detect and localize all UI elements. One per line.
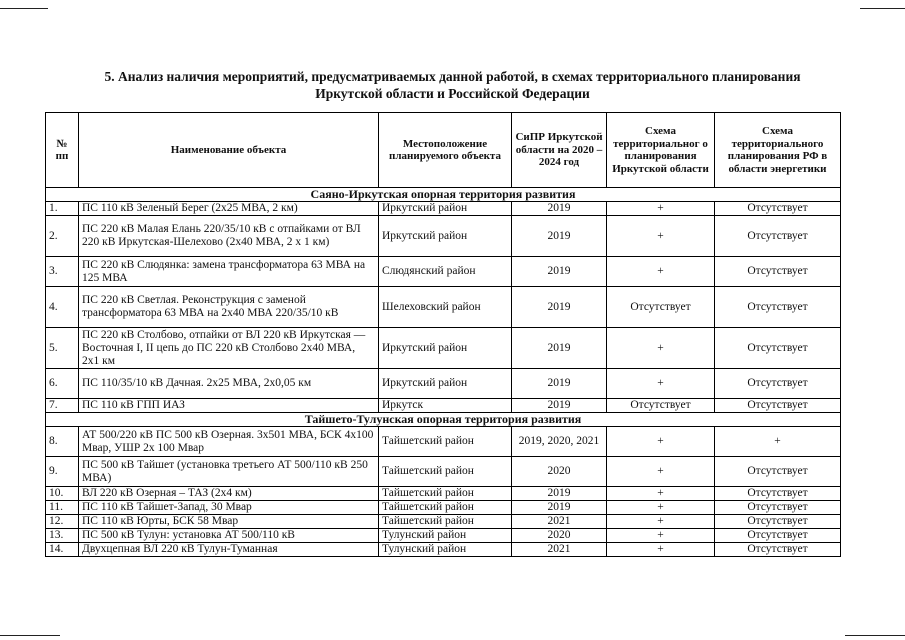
cell-scheme-rf: + [715,427,841,457]
cell-location: Иркутский район [379,369,512,399]
cell-location: Тулунский район [379,543,512,557]
table-row [46,257,841,287]
cell-sipr: 2020 [512,457,607,487]
cell-scheme-region: + [607,216,715,257]
cell-sipr: 2019, 2020, 2021 [512,427,607,457]
cell-scheme-rf: Отсутствует [715,529,841,543]
cell-name: ПС 500 кВ Тайшет (установка третьего АТ 500/110 кВ 250 МВА) [79,457,379,487]
cell-num: 6. [46,369,79,399]
cell-scheme-rf: Отсутствует [715,487,841,501]
cell-scheme-region: + [607,543,715,557]
cell-scheme-region: + [607,257,715,287]
cell-scheme-rf: Отсутствует [715,515,841,529]
cell-sipr: 2021 [512,543,607,557]
table-row [46,529,841,543]
cell-name: ПС 110 кВ Юрты, БСК 58 Мвар [79,515,379,529]
table-row [46,369,841,399]
cell-name: ПС 110 кВ Зеленый Берег (2х25 МВА, 2 км) [79,202,379,216]
table-row [46,202,841,216]
table-row [46,287,841,328]
cell-name: ВЛ 220 кВ Озерная – ТАЗ (2х4 км) [79,487,379,501]
cell-name: ПС 110/35/10 кВ Дачная. 2х25 МВА, 2х0,05 км [79,369,379,399]
table-row [46,543,841,557]
cell-scheme-rf: Отсутствует [715,202,841,216]
section-row [46,413,841,427]
cell-location: Тайшетский район [379,487,512,501]
cell-name: ПС 500 кВ Тулун: установка АТ 500/110 кВ [79,529,379,543]
cell-scheme-rf: Отсутствует [715,328,841,369]
cell-scheme-rf: Отсутствует [715,369,841,399]
scan-edge-line [0,635,60,636]
header-name: Наименование объекта [79,113,379,188]
table-row [46,501,841,515]
cell-num: 10. [46,487,79,501]
scan-edge-line [860,8,905,9]
cell-name: Двухцепная ВЛ 220 кВ Тулун-Туманная [79,543,379,557]
cell-name: ПС 220 кВ Слюдянка: замена трансформатора 63 МВА на 125 МВА [79,257,379,287]
cell-location: Иркутский район [379,328,512,369]
cell-sipr: 2019 [512,369,607,399]
cell-scheme-rf: Отсутствует [715,457,841,487]
cell-scheme-region: + [607,487,715,501]
cell-sipr: 2019 [512,287,607,328]
cell-location: Тулунский район [379,529,512,543]
cell-sipr: 2019 [512,328,607,369]
cell-sipr: 2019 [512,501,607,515]
cell-location: Тайшетский район [379,515,512,529]
table-row [46,427,841,457]
cell-sipr: 2019 [512,487,607,501]
header-location: Местоположение планируемого объекта [379,113,512,188]
document-title-line: Иркутской области и Российской Федерации [315,86,590,101]
table-row [46,328,841,369]
cell-num: 2. [46,216,79,257]
cell-scheme-region: Отсутствует [607,287,715,328]
cell-name: ПС 110 кВ ГПП ИАЗ [79,399,379,413]
cell-sipr: 2021 [512,515,607,529]
table-row [46,216,841,257]
cell-scheme-region: + [607,369,715,399]
scan-edge-line [845,635,905,636]
cell-scheme-region: + [607,529,715,543]
planning-table [45,112,841,557]
header-num: № пп [46,113,79,188]
cell-sipr: 2019 [512,216,607,257]
cell-scheme-rf: Отсутствует [715,399,841,413]
cell-scheme-region: + [607,501,715,515]
cell-location: Тайшетский район [379,427,512,457]
table-header-row [46,113,841,188]
table-body [46,188,841,557]
section-title: Тайшето-Тулунская опорная территория развития [46,413,841,427]
cell-sipr: 2020 [512,529,607,543]
cell-scheme-rf: Отсутствует [715,543,841,557]
cell-scheme-rf: Отсутствует [715,216,841,257]
cell-name: ПС 220 кВ Малая Елань 220/35/10 кВ с отпайками от ВЛ 220 кВ Иркутская-Шелехово (2х40 МВА, 2 х 1 км) [79,216,379,257]
cell-scheme-region: + [607,328,715,369]
cell-num: 13. [46,529,79,543]
cell-scheme-region: Отсутствует [607,399,715,413]
cell-scheme-rf: Отсутствует [715,257,841,287]
header-scheme-region: Схема территориальног о планирования Иркутской области [607,113,715,188]
cell-num: 11. [46,501,79,515]
table-row [46,457,841,487]
section-row [46,188,841,202]
cell-scheme-region: + [607,427,715,457]
cell-sipr: 2019 [512,257,607,287]
document-title [40,68,865,102]
table-row [46,515,841,529]
table-row [46,399,841,413]
cell-sipr: 2019 [512,399,607,413]
cell-scheme-region: + [607,457,715,487]
cell-num: 3. [46,257,79,287]
cell-location: Иркутск [379,399,512,413]
cell-num: 14. [46,543,79,557]
cell-location: Шелеховский район [379,287,512,328]
cell-num: 4. [46,287,79,328]
cell-num: 1. [46,202,79,216]
cell-scheme-region: + [607,515,715,529]
cell-num: 9. [46,457,79,487]
cell-name: ПС 110 кВ Тайшет-Запад, 30 Мвар [79,501,379,515]
cell-location: Тайшетский район [379,457,512,487]
cell-name: АТ 500/220 кВ ПС 500 кВ Озерная. 3х501 МВА, БСК 4х100 Мвар, УШР 2х 100 Мвар [79,427,379,457]
scan-edge-line [0,8,48,9]
cell-name: ПС 220 кВ Светлая. Реконструкция с заменой трансформатора 63 МВА на 2х40 МВА 220/35/10 кВ [79,287,379,328]
cell-location: Слюдянский район [379,257,512,287]
header-scheme-rf: Схема территориального планирования РФ в области энергетики [715,113,841,188]
cell-location: Иркутский район [379,202,512,216]
cell-location: Тайшетский район [379,501,512,515]
section-title: Саяно-Иркутская опорная территория развития [46,188,841,202]
cell-num: 5. [46,328,79,369]
cell-scheme-region: + [607,202,715,216]
cell-scheme-rf: Отсутствует [715,501,841,515]
header-sipr: СиПР Иркутской области на 2020 – 2024 год [512,113,607,188]
cell-num: 12. [46,515,79,529]
table-row [46,487,841,501]
document-title-line: 5. Анализ наличия мероприятий, предусматриваемых данной работой, в схемах территориального планирования [104,69,801,84]
cell-num: 8. [46,427,79,457]
cell-name: ПС 220 кВ Столбово, отпайки от ВЛ 220 кВ Иркутская — Восточная I, II цепь до ПС 220 кВ Столбово 2х40 МВА, 2х1 км [79,328,379,369]
cell-location: Иркутский район [379,216,512,257]
cell-scheme-rf: Отсутствует [715,287,841,328]
cell-num: 7. [46,399,79,413]
cell-sipr: 2019 [512,202,607,216]
